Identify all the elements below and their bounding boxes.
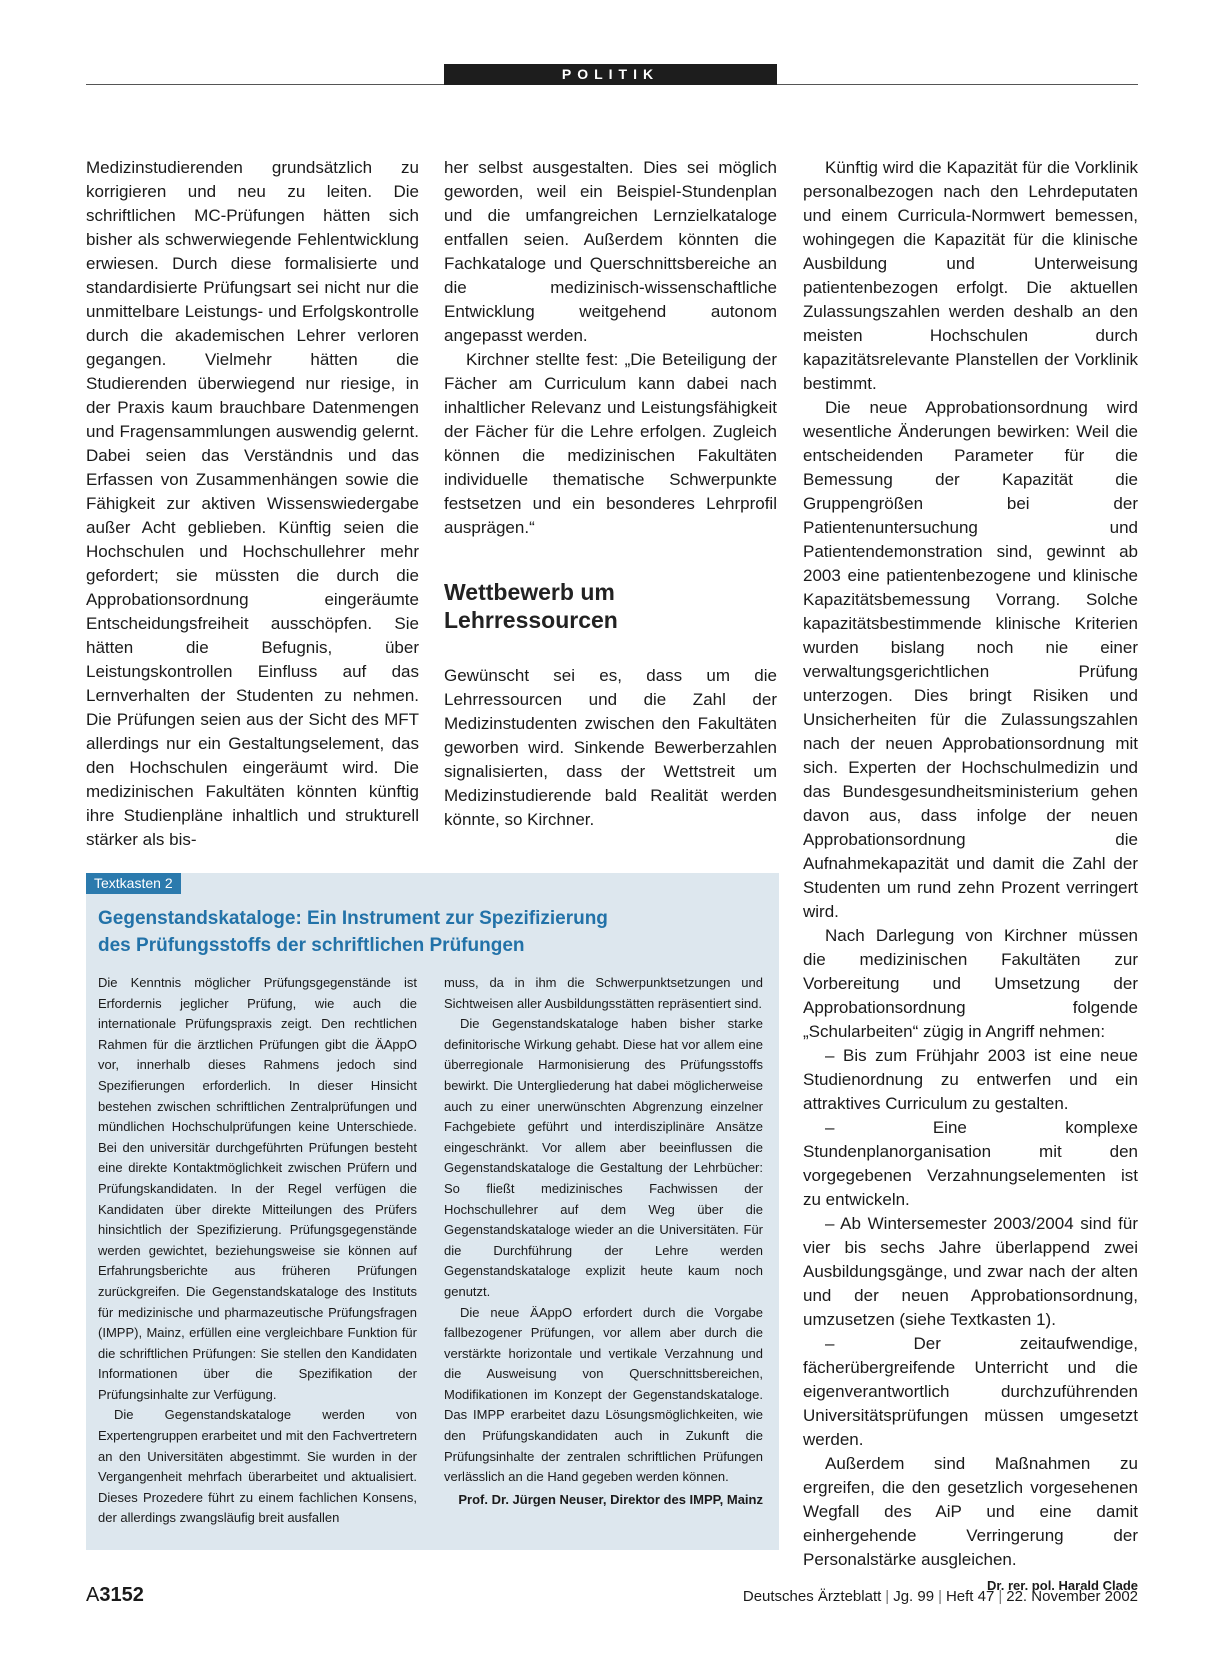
list-item: – Der zeitaufwendige, fächerübergreifende Unterricht und die eigenverantwortlich durchzuführenden Universitätsprüfungen müssen umgesetzt werden. [803, 1334, 1138, 1449]
textbox-signature: Prof. Dr. Jürgen Neuser, Direktor des IMPP, Mainz [458, 1491, 763, 1507]
paragraph: Die Gegenstandskataloge haben bisher starke definitorische Wirkung gehabt. Diese hat vor allem eine überregionale Harmonisierung des Prüfungsstoffs bewirkt. Die Untergliederung hat dabei möglicherweise auch zu einer unerwünschten Abgrenzung einzelner Fachgebiete geführt und interdisziplinäre Ansätze eingeschränkt. Vor allem aber beeinflussen die Gegenstandskataloge die Gestaltung der Lehrbücher: So fließt medizinisches Fachwissen der Hochschullehrer auf dem Weg über die Gegenstandskataloge wieder an die Universitäten. Für die Durchführung der Lehre werden Gegenstandskataloge explizit heute kaum noch genutzt. [444, 1016, 763, 1299]
author-byline: Dr. rer. pol. Harald Clade [987, 1578, 1138, 1593]
journal-issue: Heft 47 [945, 1588, 995, 1605]
textbox-column-1 [98, 973, 417, 1529]
paragraph: Gewünscht sei es, dass um die Lehrressourcen und die Zahl der Medizinstudenten zwischen den Fakultäten geworben wird. Sinkende Bewerberzahlen signalisierten, dass der Wettstreit um Medizinstudierende bald Realität werden könnte, so Kirchner. [444, 666, 777, 829]
textbox-title-line: des Prüfungsstoffs der schriftlichen Prüfungen [98, 935, 525, 956]
paragraph [803, 1452, 1138, 1593]
article-column-1 [86, 156, 419, 852]
paragraph: muss, da in ihm die Schwerpunktsetzungen und Sichtweisen aller Ausbildungsstätten repräsentiert sind. [444, 975, 763, 1011]
journal-date: 22. November 2002 [1006, 1588, 1138, 1605]
paragraph: Medizinstudierenden grundsätzlich zu korrigieren und neu zu leiten. Die schriftlichen MC-Prüfungen hätten sich bisher als schwerwiegende Fehlentwicklung erwiesen. Durch diese formalisierte und standardisierte Prüfungsart sei nicht nur die unmittelbare Leistungs- und Erfolgskontrolle durch die akademischen Lehrer verloren gegangen. Vielmehr hätten die Studierenden überwiegend nur riesige, in der Praxis kaum brauchbare Datenmengen und Fragensammlungen auswendig gelernt. Dabei seien das Verständnis und das Erfassen von Zusammenhängen sowie die Fähigkeit zur aktiven Wissenswiedergabe außer Acht geblieben. Künftig seien die Hochschulen und Hochschullehrer mehr gefordert; sie müssten die durch die Approbationsordnung eingeräumte Entscheidungsfreiheit ausschöpfen. Sie hätten die Befugnis, über Leistungskontrollen Einfluss auf das Lernverhalten der Studenten zu nehmen. Die Prüfungen seien aus der Sicht des MFT allerdings nur ein Gestaltungselement, das den Hochschulen eingeräumt wird. Die medizinischen Fakultäten könnten künftig ihre Studienpläne inhaltlich und strukturell stärker als bis- [86, 158, 419, 849]
journal-volume: Jg. 99 [893, 1588, 935, 1605]
paragraph: her selbst ausgestalten. Dies sei möglich geworden, weil ein Beispiel-Stundenplan und die umfangreichen Lernzielkataloge entfallen seien. Außerdem könnten die Fachkataloge und Querschnittsbereiche an die medizinisch-wissenschaftliche Entwicklung weitgehend autonom angepasst werden. [444, 158, 777, 345]
article-column-3 [803, 156, 1138, 1598]
subheading: Wettbewerb um Lehrressourcen [444, 579, 618, 633]
section-label: POLITIK [444, 64, 777, 85]
textbox-column-2 [444, 973, 763, 1510]
textbox-title-line: Gegenstandskataloge: Ein Instrument zur Spezifizierung [98, 908, 608, 929]
list-item: – Ab Wintersemester 2003/2004 sind für vier bis sechs Jahre überlappend zwei Ausbildungsgänge, und zwar nach der alten und der neuen Approbationsordnung, umzusetzen (siehe Textkasten 1). [803, 1214, 1138, 1329]
page-prefix: A [86, 1584, 100, 1606]
list-item: – Bis zum Frühjahr 2003 ist eine neue Studienordnung zu entwerfen und ein attraktives Curriculum zu gestalten. [803, 1046, 1138, 1113]
page-number [86, 1584, 144, 1607]
paragraph: Kirchner stellte fest: „Die Beteiligung der Fächer am Curriculum kann dabei nach inhaltlicher Relevanz und Leistungsfähigkeit der Fächer für die Lehre erfolgen. Zugleich können die medizinischen Fakultäten individuelle thematische Schwerpunkte festsetzen und ein besonderes Lehrprofil ausprägen.“ [444, 350, 777, 537]
paragraph-text: Außerdem sind Maßnahmen zu ergreifen, die den gesetzlich vorgesehenen Wegfall des AiP und eine damit einhergehende Verringerung der Personalstärke ausgleichen. [803, 1454, 1138, 1569]
journal-footer: Deutsches Ärzteblatt | Jg. 99 | Heft 47 | 22. November 2002 [742, 1588, 1138, 1605]
paragraph: Die neue Approbationsordnung wird wesentliche Änderungen bewirken: Weil die entscheidenden Parameter für die Bemessung der Kapazität die Gruppengrößen bei der Patientenuntersuchung und Patientendemonstration sind, gewinnt ab 2003 eine patientenbezogene und klinische Kapazitätsbemessung Vorrang. Solche kapazitätsbestimmende klinische Kriterien wurden bislang noch nie einer verwaltungsgerichtlichen Prüfung unterzogen. Dies bringt Risiken und Unsicherheiten für die Zulassungszahlen nach der neuen Approbationsordnung mit sich. Experten der Hochschulmedizin und das Bundesgesundheitsministerium gehen davon aus, dass infolge der neuen Approbationsordnung die Aufnahmekapazität und damit die Zahl der Studenten um rund zehn Prozent verringert wird. [803, 398, 1138, 921]
list-item: – Eine komplexe Stundenplanorganisation mit den vorgegebenen Verzahnungselementen ist zu entwickeln. [803, 1118, 1138, 1209]
paragraph: Die Gegenstandskataloge werden von Expertengruppen erarbeitet und mit den Fachvertretern an den Universitäten abgestimmt. Sie wurden in der Vergangenheit mehrfach überarbeitet und aktualisiert. Dieses Prozedere führt zu einem fachlichen Konsens, der allerdings zwangsläufig breit ausfallen [98, 1407, 417, 1526]
page-number-value: 3152 [99, 1584, 144, 1606]
paragraph: Die neue ÄAppO erfordert durch die Vorgabe fallbezogener Prüfungen, vor allem aber durch die verstärkte horizontale und vertikale Verzahnung und die Ausweisung von Querschnittsbereichen, Modifikationen im Konzept der Gegenstandskataloge. Das IMPP erarbeitet dazu Lösungsmöglichkeiten, wie den Prüfungskandidaten auch in Zukunft die Prüfungsinhalte der zentralen schriftlichen Prüfungen verlässlich an die Hand gegeben werden können. [444, 1304, 763, 1485]
paragraph: Nach Darlegung von Kirchner müssen die medizinischen Fakultäten zur Vorbereitung und Umsetzung der Approbationsordnung folgende „Schularbeiten“ zügig in Angriff nehmen: [803, 926, 1138, 1041]
journal-name: Deutsches Ärzteblatt [742, 1588, 882, 1605]
paragraph: Die Kenntnis möglicher Prüfungsgegenstände ist Erfordernis jeglicher Prüfung, wie auch die internationale Prüfungspraxis zeigt. Den rechtlichen Rahmen für die ärztlichen Prüfungen gibt die ÄAppO vor, innerhalb dieses Rahmens jedoch sind Spezifierungen erforderlich. In dieser Hinsicht bestehen zwischen schriftlichen Zentralprüfungen und mündlichen Hochschulprüfungen keine Unterschiede. Bei den universitär durchgeführten Prüfungen besteht eine direkte Kontaktmöglichkeit zwischen Prüfern und Prüfungskandidaten. In der Regel verfügen die Kandidaten über direkte Mitteilungen des Prüfers hinsichtlich der Spezifizierung. Prüfungsgegenstände werden gewichtet, beziehungsweise sie können auf Erfahrungsberichte aus früheren Prüfungen zurückgreifen. Die Gegenstandskataloge des Instituts für medizinische und pharmazeutische Prüfungsfragen (IMPP), Mainz, erfüllen eine vergleichbare Funktion für die schriftlichen Prüfungen: Sie stellen den Kandidaten Informationen über die Spezifikation der Prüfungsinhalte zur Verfügung. [98, 975, 417, 1402]
textbox [86, 873, 779, 1550]
paragraph: Künftig wird die Kapazität für die Vorklinik personalbezogen nach den Lehrdeputaten und einem Curricula-Normwert bemessen, wohingegen die Kapazität für die klinische Ausbildung und Unterweisung patientenbezogen erfolgt. Die aktuellen Zulassungszahlen werden deshalb an den meisten Hochschulen durch kapazitätsrelevante Planstellen der Vorklinik bestimmt. [803, 158, 1138, 393]
textbox-title [98, 905, 738, 959]
textbox-label: Textkasten 2 [86, 873, 181, 894]
article-column-2 [444, 156, 777, 832]
